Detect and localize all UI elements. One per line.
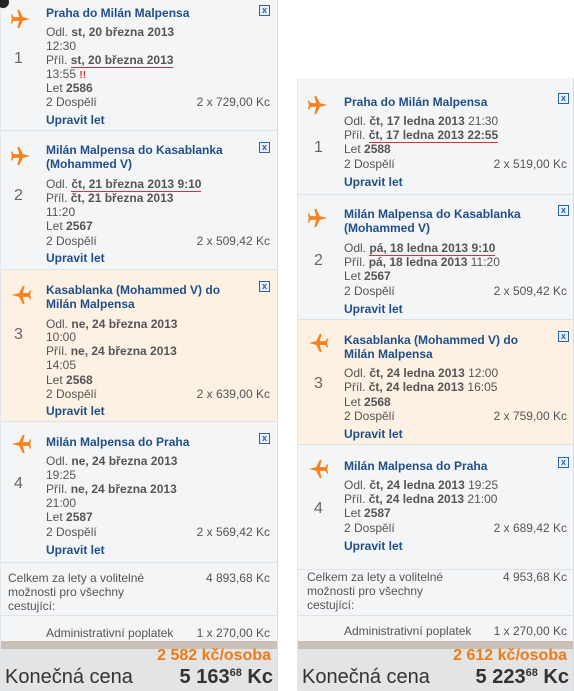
flight-leg (1, 131, 277, 270)
passengers: 2 Dospělí (46, 387, 97, 401)
edit-flight-link[interactable]: Upravit let (344, 539, 403, 553)
divider (1, 615, 277, 616)
departure-time: 19:25 (46, 468, 77, 482)
departure-row: Odl. čt, 24 ledna 2013 12:00 (344, 366, 499, 380)
leg-price: 2 x 689,42 Kc (493, 521, 567, 535)
departure-row: Odl. ne, 24 března 2013 (46, 454, 178, 468)
final-price-value: 5 $223^{68}$ Kc (475, 666, 569, 688)
remove-flight-icon[interactable]: x (558, 93, 569, 104)
total-value: 4 893,68 Kc (205, 571, 270, 585)
departure-row: Odl. čt, 21 března 2013 9:10 (46, 177, 202, 191)
leg-number: 3 (314, 375, 323, 392)
divider (298, 615, 573, 616)
arrival-time: 21:00 (46, 496, 77, 510)
flight-number-row: Let 2567 (46, 219, 93, 233)
arrival-row: Příl. čt, 21 března 2013 (46, 191, 174, 205)
leg-price: 2 x 759,00 Kc (493, 409, 567, 423)
route-title: Milán Malpensa do Kasablanka (Mohammed V) (344, 207, 521, 235)
route-title: Praha do Milán Malpensa (46, 6, 190, 20)
edit-flight-link[interactable]: Upravit let (46, 404, 105, 418)
flight-leg (1, 422, 277, 563)
flight-number-row: Let 2567 (344, 269, 391, 283)
remove-flight-icon[interactable]: x (259, 281, 270, 292)
route-title: Milán Malpensa do Kasablanka (Mohammed V) (46, 143, 223, 171)
plane-outbound-icon (307, 94, 329, 116)
itinerary-panel-left (0, 0, 278, 691)
departure-row: Odl. pá, 18 ledna 2013 9:10 (344, 241, 496, 255)
arrival-row: Příl. pá, 18 ledna 2013 11:20 (344, 255, 500, 269)
admin-fee-value: 1 x 270,00 Kc (493, 624, 567, 638)
departure-row: Odl. st, 20 března 2013 (46, 25, 175, 39)
remove-flight-icon[interactable]: x (558, 205, 569, 216)
leg-number: 1 (314, 139, 323, 156)
passengers: 2 Dospělí (344, 409, 395, 423)
final-price-box (1, 641, 277, 691)
flight-number-row: Let 2586 (46, 81, 93, 95)
plane-return-icon (307, 332, 329, 354)
admin-fee-value: 1 x 270,00 Kc (196, 626, 270, 640)
admin-fee-label: Administrativní poplatek (344, 624, 472, 638)
flight-leg (298, 320, 573, 445)
price-per-person: 2 612 kč/osoba (453, 647, 567, 664)
total-value: 4 953,68 Kc (502, 570, 567, 584)
remove-flight-icon[interactable]: x (558, 331, 569, 342)
passengers: 2 Dospělí (46, 525, 97, 539)
departure-row: Odl. čt, 24 ledna 2013 19:25 (344, 478, 499, 492)
leg-number: 1 (14, 50, 23, 67)
route-title: Praha do Milán Malpensa (344, 95, 488, 109)
final-price-box (298, 641, 573, 691)
edit-flight-link[interactable]: Upravit let (46, 251, 105, 265)
leg-price: 2 x 509,42 Kc (196, 234, 270, 248)
arrival-row: Příl. ne, 24 března 2013 (46, 482, 177, 496)
arrival-time: 11:20 (46, 205, 76, 219)
passengers: 2 Dospělí (344, 157, 395, 171)
leg-price: 2 x 729,00 Kc (196, 95, 270, 109)
departure-row: Odl. čt, 17 ledna 2013 21:30 (344, 114, 499, 128)
departure-time: 10:00 (46, 330, 77, 344)
remove-flight-icon[interactable]: x (558, 457, 569, 468)
arrival-time: 14:05 (46, 358, 77, 372)
edit-flight-link[interactable]: Upravit let (46, 113, 105, 127)
arrival-row: Příl. čt, 17 ledna 2013 22:55 (344, 128, 499, 142)
flight-number-row: Let 2568 (344, 395, 391, 409)
arrival-time: 13:55 !! (46, 67, 87, 81)
plane-outbound-icon (307, 207, 329, 229)
leg-price: 2 x 519,00 Kc (493, 157, 567, 171)
plane-outbound-icon (10, 8, 32, 30)
leg-number: 4 (314, 500, 323, 517)
route-title: Milán Malpensa do Praha (344, 459, 488, 473)
remove-flight-icon[interactable]: x (259, 433, 270, 444)
flight-leg (298, 195, 573, 320)
plane-return-icon (10, 433, 32, 455)
leg-number: 3 (14, 326, 23, 343)
remove-flight-icon[interactable]: x (259, 142, 270, 153)
total-label: Celkem za lety a volitelné možnosti pro všechny cestující: (8, 571, 145, 613)
arrival-row: Příl. ne, 24 března 2013 (46, 344, 177, 358)
flight-leg (298, 78, 573, 195)
remove-flight-icon[interactable]: x (259, 5, 270, 16)
final-price-value: 5 $163^{68}$ Kc (179, 666, 273, 688)
final-price-label: Konečná cena (5, 666, 133, 688)
passengers: 2 Dospělí (344, 521, 395, 535)
departure-time: 12:30 (46, 39, 77, 53)
flight-number-row: Let 2587 (46, 510, 93, 524)
warning-mark: !! (79, 70, 87, 81)
total-label: Celkem za lety a volitelné možnosti pro všechny cestující: (307, 570, 444, 612)
plane-return-icon (307, 458, 329, 480)
leg-number: 2 (14, 187, 23, 204)
passengers: 2 Dospělí (344, 284, 395, 298)
departure-row: Odl. ne, 24 března 2013 (46, 317, 178, 331)
arrival-row: Příl. st, 20 března 2013 (46, 53, 174, 67)
passengers: 2 Dospělí (46, 234, 97, 248)
flight-leg (1, 0, 277, 131)
flight-leg (298, 445, 573, 570)
admin-fee-label: Administrativní poplatek (46, 626, 174, 640)
flight-number-row: Let 2587 (344, 506, 391, 520)
leg-price: 2 x 639,00 Kc (196, 387, 270, 401)
leg-price: 2 x 509,42 Kc (493, 284, 567, 298)
itinerary-panel-right (297, 78, 574, 691)
leg-number: 2 (314, 252, 323, 269)
price-per-person: 2 582 kč/osoba (157, 647, 271, 664)
flight-leg (1, 270, 277, 422)
edit-flight-link[interactable]: Upravit let (344, 302, 403, 316)
edit-flight-link[interactable]: Upravit let (46, 543, 105, 557)
final-price-label: Konečná cena (302, 666, 430, 688)
plane-return-icon (10, 284, 32, 306)
leg-number: 4 (14, 475, 23, 492)
edit-flight-link[interactable]: Upravit let (344, 175, 403, 189)
route-title: Kasablanka (Mohammed V) do Milán Malpensa (46, 283, 221, 311)
passengers: 2 Dospělí (46, 95, 97, 109)
plane-outbound-icon (10, 145, 32, 167)
arrival-row: Příl. čt, 24 ledna 2013 16:05 (344, 380, 498, 394)
flight-number-row: Let 2568 (46, 373, 93, 387)
flight-number-row: Let 2588 (344, 142, 391, 156)
edit-flight-link[interactable]: Upravit let (344, 427, 403, 441)
arrival-row: Příl. čt, 24 ledna 2013 21:00 (344, 492, 498, 506)
leg-price: 2 x 569,42 Kc (196, 525, 270, 539)
route-title: Kasablanka (Mohammed V) do Milán Malpensa (344, 333, 519, 361)
route-title: Milán Malpensa do Praha (46, 435, 190, 449)
